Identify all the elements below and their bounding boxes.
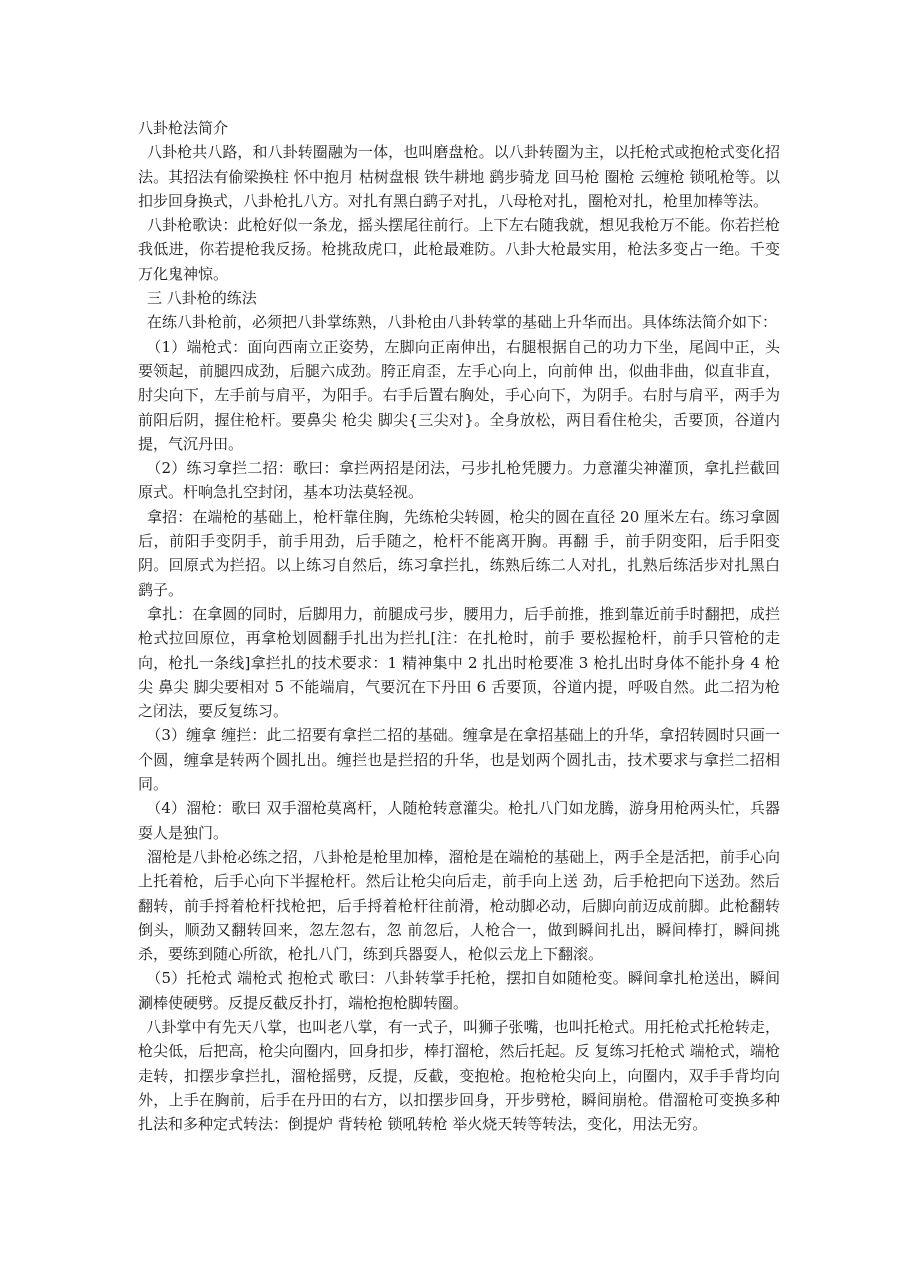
document-paragraph: 八卦掌中有先天八掌，也叫老八掌，有一式子，叫狮子张嘴，也叫托枪式。用托枪式托枪转走，枪尖低，后把高，枪尖向圈内，回身扣步，棒打溜枪，然后托起。反 复练习托枪式 端枪式，端枪走转，扣摆步拿拦扎，溜枪摇劈，反提，反截，变抱枪。抱枪枪尖向上，向圈内，双手手背均向外，上手在胸前，后手在丹田的右方，以扣摆步回身，开步劈枪，瞬间崩枪。借溜枪可变换多种扎法和多种定式转法：倒提炉 背转枪 锁吼转枪 举火烧天转等转法，变化，用法无穷。	[138, 1017, 780, 1134]
document-paragraph: 在练八卦枪前，必须把八卦掌练熟，八卦枪由八卦转掌的基础上升华而出。具体练法简介如下：	[147, 313, 778, 332]
document-page	[138, 116, 780, 1136]
document-paragraph: （3）缠拿 缠拦：此二招要有拿拦二招的基础。缠拿是在拿招基础上的升华，拿招转圆时只画一个圆，缠拿是转两个圆扎出。缠拦也是拦招的升华，也是划两个圆扎击，技术要求与拿拦二招相同。	[138, 726, 780, 794]
document-paragraph: 八卦枪歌诀：此枪好似一条龙，摇头摆尾往前行。上下左右随我就，想见我枪万不能。你若拦枪我低进，你若提枪我反扬。枪挑敌虎口，此枪最难防。八卦大枪最实用，枪法多变占一绝。千变万化鬼神惊。	[138, 216, 780, 283]
document-paragraph: （5）托枪式 端枪式 抱枪式 歌曰：八卦转掌手托枪，摆扣自如随枪变。瞬间拿扎枪送出，瞬间涮棒使硬劈。反提反截反扑打，端枪抱枪脚转圈。	[138, 969, 780, 1012]
document-paragraph: 八卦枪共八路，和八卦转圈融为一体，也叫磨盘枪。以八卦转圈为主，以托枪式或抱枪式变化招法。其招法有偷梁换柱 怀中抱月 枯树盘根 铁牛耕地 鹞步骑龙 回马枪 圈枪 云缠枪 锁吼枪等。以扣步回身换式，八卦枪扎八方。对扎有黑白鹞子对扎，八母枪对扎，圈枪对扎，枪里加棒等法。	[138, 143, 780, 210]
document-paragraph: （2）练习拿拦二招：歌曰：拿拦两招是闭法，弓步扎枪凭腰力。力意灌尖神灌顶，拿扎拦截回原式。杆响急扎空封闭，基本功法莫轻视。	[138, 459, 780, 502]
document-body	[138, 140, 780, 1136]
document-paragraph: 拿招：在端枪的基础上，枪杆靠住胸，先练枪尖转圆，枪尖的圆在直径 20 厘米左右。练习拿圆后，前阳手变阴手，前手用劲，后手随之，枪杆不能离开胸。再翻 手，前手阴变阳，后手阳变阴。回原式为拦招。以上练习自然后，练习拿拦扎，练熟后练二人对扎，扎熟后练活步对扎黑白鹞子。	[138, 507, 780, 599]
document-title: 八卦枪法简介	[138, 119, 229, 137]
document-paragraph: （1）端枪式：面向西南立正姿势，左脚向正南伸出，右腿根据自己的功力下坐，尾闾中正，头要领起，前腿四成劲，后腿六成劲。胯正肩歪，左手心向上，向前伸 出，似曲非曲，似直非直，肘尖向下，左手前与肩平，为阳手。右手后置右胸处，手心向下，为阴手。右肘与肩平，两手为前阳后阴，握住枪杆。要鼻尖 枪尖 脚尖{三尖对}。全身放松，两目看住枪尖，舌要顶，谷道内提，气沉丹田。	[138, 337, 780, 453]
document-paragraph: 拿扎：在拿圆的同时，后脚用力，前腿成弓步，腰用力，后手前推，推到靠近前手时翻把，成拦枪式拉回原位，再拿枪划圆翻手扎出为拦扎[注：在扎枪时，前手 要松握枪杆，前手只管枪的走向，枪扎一条线]拿拦扎的技术要求：1 精神集中 2 扎出时枪要准 3 枪扎出时身体不能扑身 4 枪尖 鼻尖 脚尖要相对 5 不能端肩，气要沉在下丹田 6 舌要顶，谷道内提，呼吸自然。此二招为枪之闭法，要反复练习。	[138, 604, 780, 721]
document-paragraph: 溜枪是八卦枪必练之招，八卦枪是枪里加棒，溜枪是在端枪的基础上，两手全是活把，前手心向上托着枪，后手心向下半握枪杆。然后让枪尖向后走，前手向上送 劲，后手枪把向下送劲。然后翻转，前手捋着枪杆找枪把，后手捋着枪杆往前滑，枪动脚必动，后脚向前迈成前脚。此枪翻转倒头，顺劲又翻转回来，忽左忽右，忽 前忽后，人枪合一，做到瞬间扎出，瞬间棒打，瞬间挑杀，要练到随心所欲，枪扎八门，练到兵器耍人，枪似云龙上下翻滚。	[138, 847, 780, 964]
document-paragraph: （4）溜枪：歌曰 双手溜枪莫离杆，人随枪转意灌尖。枪扎八门如龙腾，游身用枪两头忙，兵器耍人是独门。	[138, 799, 780, 842]
document-paragraph: 三 八卦枪的练法	[147, 289, 257, 308]
